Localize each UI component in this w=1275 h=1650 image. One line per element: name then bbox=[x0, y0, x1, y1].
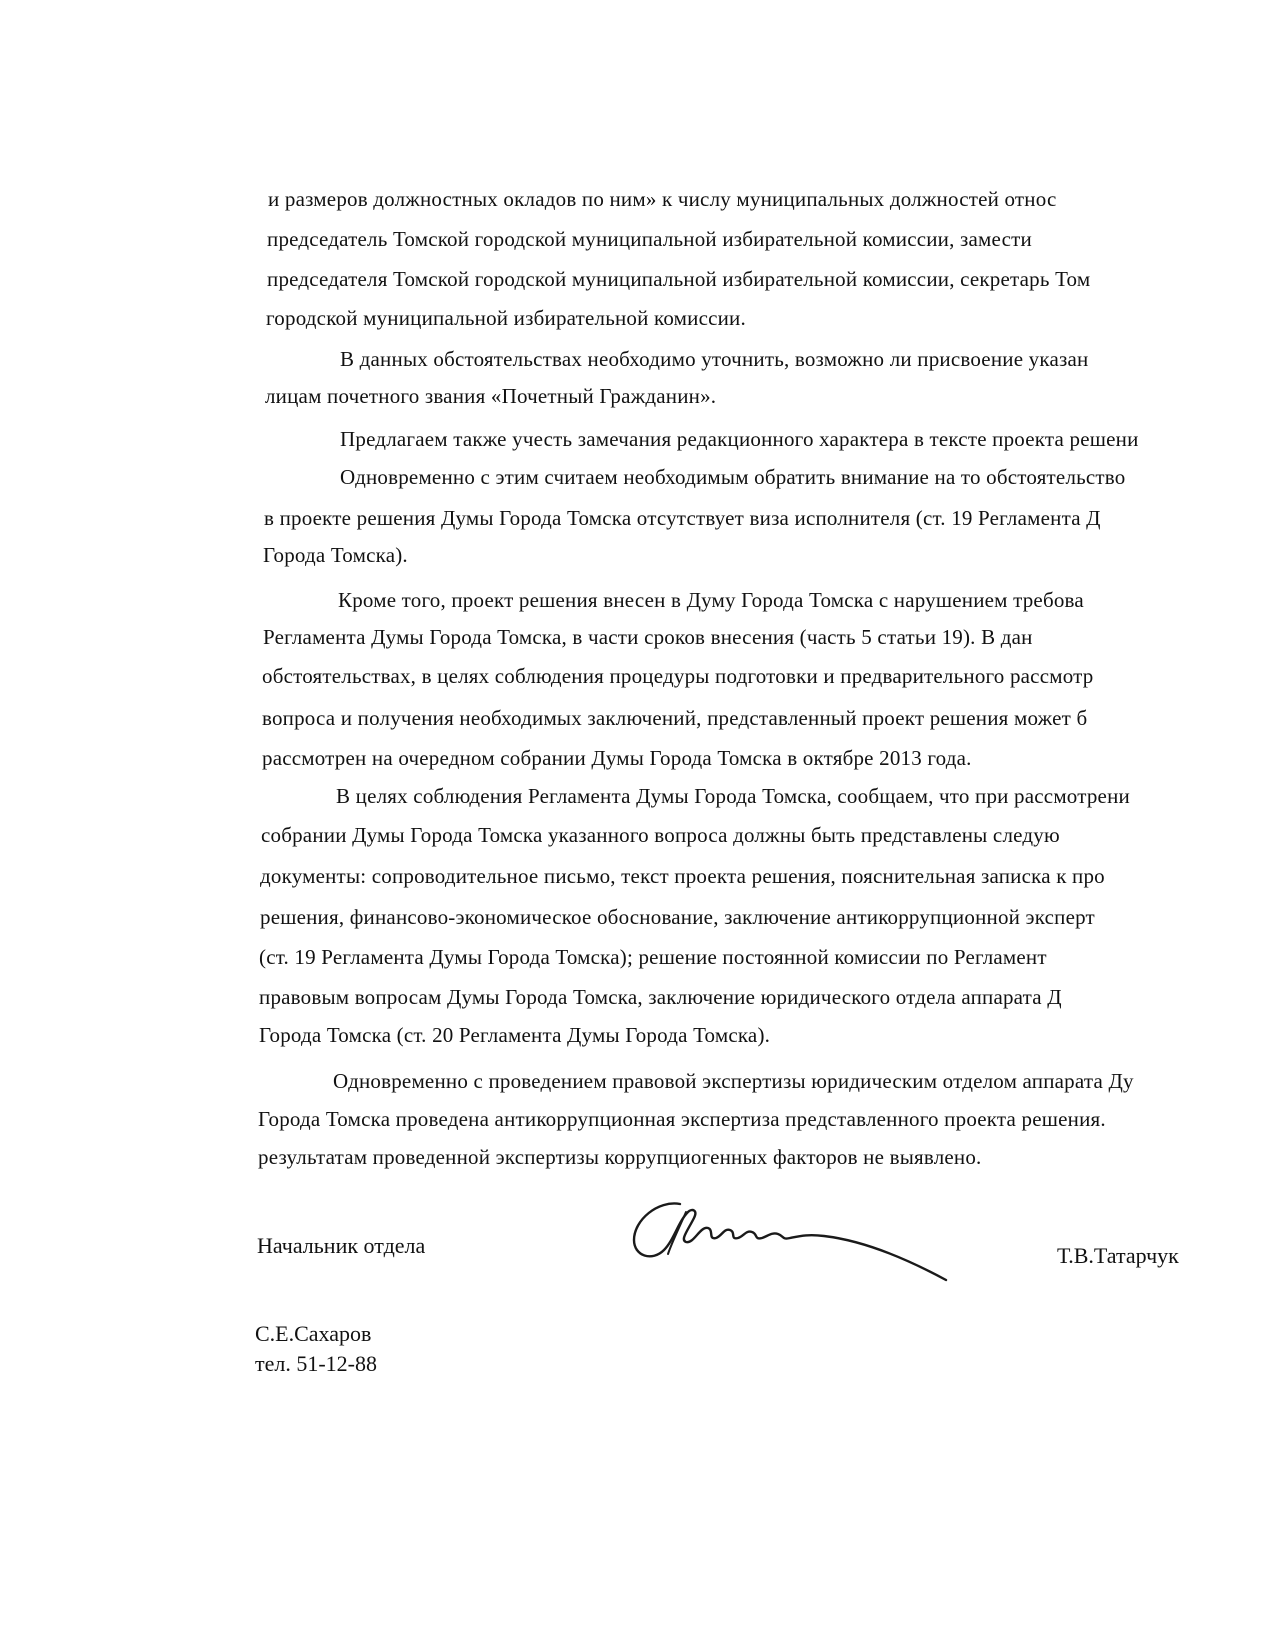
body-line: Кроме того, проект решения внесен в Думу Города Томска с нарушением требова bbox=[338, 588, 1084, 612]
body-line: В целях соблюдения Регламента Думы Города Томска, сообщаем, что при рассмотрени bbox=[336, 784, 1130, 808]
body-line: Предлагаем также учесть замечания редакционного характера в тексте проекта решени bbox=[340, 427, 1139, 451]
body-line: результатам проведенной экспертизы коррупциогенных факторов не выявлено. bbox=[258, 1145, 982, 1169]
body-line: обстоятельствах, в целях соблюдения процедуры подготовки и предварительного рассмотр bbox=[262, 664, 1094, 688]
body-line: председатель Томской городской муниципальной избирательной комиссии, замести bbox=[267, 227, 1032, 251]
body-line: (ст. 19 Регламента Думы Города Томска); решение постоянной комиссии по Регламент bbox=[259, 945, 1047, 969]
body-line: лицам почетного звания «Почетный Гражданин». bbox=[265, 384, 717, 408]
body-line: председателя Томской городской муниципальной избирательной комиссии, секретарь Том bbox=[267, 267, 1091, 291]
body-line: Регламента Думы Города Томска, в части сроков внесения (часть 5 статьи 19). В дан bbox=[263, 625, 1033, 649]
body-line: Города Томска (ст. 20 Регламента Думы Города Томска). bbox=[259, 1023, 771, 1047]
body-line: В данных обстоятельствах необходимо уточнить, возможно ли присвоение указан bbox=[340, 347, 1089, 371]
body-line: собрании Думы Города Томска указанного вопроса должны быть представлены следую bbox=[261, 823, 1060, 847]
body-line: Города Томска). bbox=[263, 543, 408, 567]
position-label: Начальник отдела bbox=[257, 1233, 426, 1258]
contact-name: С.Е.Сахаров bbox=[255, 1321, 372, 1346]
body-line: рассмотрен на очередном собрании Думы Города Томска в октябре 2013 года. bbox=[262, 746, 972, 770]
body-line: вопроса и получения необходимых заключений, представленный проект решения может б bbox=[262, 706, 1088, 730]
body-line: Одновременно с проведением правовой экспертизы юридическим отделом аппарата Ду bbox=[333, 1069, 1134, 1093]
body-line: документы: сопроводительное письмо, текст проекта решения, пояснительная записка к про bbox=[260, 864, 1105, 888]
body-line: Города Томска проведена антикоррупционная экспертиза представленного проекта решения. bbox=[258, 1107, 1106, 1131]
body-line: правовым вопросам Думы Города Томска, заключение юридического отдела аппарата Д bbox=[259, 985, 1062, 1009]
signer-name: Т.В.Татарчук bbox=[1057, 1243, 1179, 1268]
body-line: Одновременно с этим считаем необходимым обратить внимание на то обстоятельство bbox=[340, 465, 1126, 489]
body-line: в проекте решения Думы Города Томска отсутствует виза исполнителя (ст. 19 Регламента Д bbox=[264, 506, 1101, 530]
body-line: городской муниципальной избирательной комиссии. bbox=[266, 306, 746, 330]
handwritten-signature bbox=[628, 1192, 958, 1292]
body-line: решения, финансово-экономическое обоснование, заключение антикоррупционной эксперт bbox=[260, 905, 1095, 929]
body-line: и размеров должностных окладов по ним» к числу муниципальных должностей относ bbox=[268, 187, 1057, 211]
contact-phone: тел. 51-12-88 bbox=[255, 1351, 378, 1376]
